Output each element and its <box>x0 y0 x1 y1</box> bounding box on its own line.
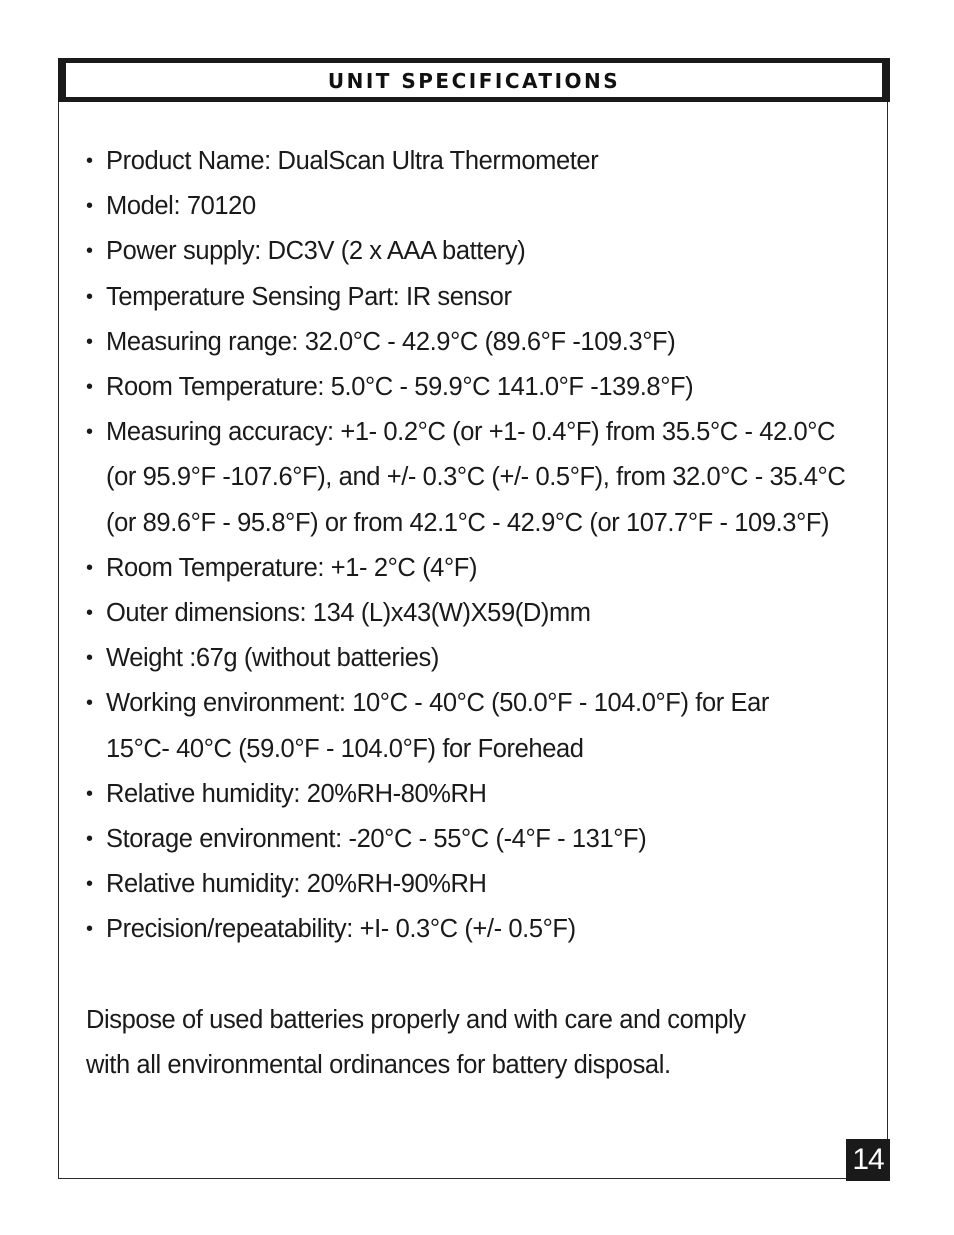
spec-item <box>86 817 886 862</box>
bullet-icon: • <box>86 918 93 941</box>
spec-item <box>86 275 886 320</box>
spec-text: Room Temperature: +1- 2°C (4°F) <box>106 553 478 582</box>
bullet-icon: • <box>86 647 93 670</box>
spec-item <box>86 365 886 410</box>
bullet-icon: • <box>86 240 93 263</box>
spec-text: Temperature Sensing Part: IR sensor <box>106 282 512 311</box>
section-title: UNIT SPECIFICATIONS <box>327 69 621 93</box>
bullet-icon: • <box>86 376 93 399</box>
spec-text: Model: 70120 <box>106 192 256 221</box>
bullet-icon: • <box>86 150 93 172</box>
spec-item <box>86 907 886 952</box>
bullet-icon: • <box>86 782 93 805</box>
bullet-icon: • <box>86 421 93 444</box>
spec-item <box>86 772 886 817</box>
spec-item <box>86 139 886 184</box>
bullet-icon: • <box>86 602 93 625</box>
spec-text: Precision/repeatability: +I- 0.3°C (+/- 0.5°F) <box>106 915 576 944</box>
spec-text: Measuring range: 32.0°C - 42.9°C (89.6°F -109.3°F) <box>106 327 676 356</box>
bullet-icon: • <box>86 285 93 308</box>
spec-text: Relative humidity: 20%RH-80%RH <box>106 779 487 808</box>
spec-text: Outer dimensions: 134 (L)x43(W)X59(D)mm <box>106 599 591 628</box>
spec-text: Storage environment: -20°C - 55°C (-4°F - 131°F) <box>106 825 647 854</box>
spec-text: Working environment: 10°C - 40°C (50.0°F - 104.0°F) for Ear 15°C- 40°C (59.0°F - 104.0°F) for Forehead <box>106 689 769 763</box>
bullet-icon: • <box>86 828 93 851</box>
bullet-icon: • <box>86 873 93 896</box>
spec-item <box>86 636 886 681</box>
bullet-icon: • <box>86 692 93 715</box>
section-header <box>58 58 890 102</box>
spec-text: Relative humidity: 20%RH-90%RH <box>106 870 487 899</box>
spec-item <box>86 591 886 636</box>
bullet-icon: • <box>86 195 93 218</box>
spec-item <box>86 681 886 771</box>
spec-item <box>86 229 886 274</box>
bullet-icon: • <box>86 330 93 353</box>
spec-text: Weight :67g (without batteries) <box>106 644 439 673</box>
specifications-list <box>86 139 886 953</box>
spec-item <box>86 184 886 229</box>
spec-item <box>86 320 886 365</box>
section-header-inner <box>66 63 882 97</box>
bullet-icon: • <box>86 556 93 579</box>
spec-text: Product Name: DualScan Ultra Thermometer <box>106 147 599 175</box>
spec-text: Power supply: DC3V (2 x AAA battery) <box>106 237 526 266</box>
spec-item <box>86 410 886 546</box>
page-number: 14 <box>846 1139 890 1181</box>
spec-text: Room Temperature: 5.0°C - 59.9°C 141.0°F -139.8°F) <box>106 373 694 402</box>
battery-disposal-note: Dispose of used batteries properly and with care and comply with all environmental ordinances for battery disposal. <box>86 1006 746 1080</box>
spec-text: Measuring accuracy: +1- 0.2°C (or +1- 0.4°F) from 35.5°C - 42.0°C (or 95.9°F -107.6°F), and +/- 0.3°C (+/- 0.5°F), from 32.0°C - 35.4°C (or 89.6°F - 95.8°F) or from 42.1°C - 42.9°C (or 107.7°F - 109.3°F) <box>106 418 846 537</box>
spec-item <box>86 862 886 907</box>
spec-item <box>86 546 886 591</box>
